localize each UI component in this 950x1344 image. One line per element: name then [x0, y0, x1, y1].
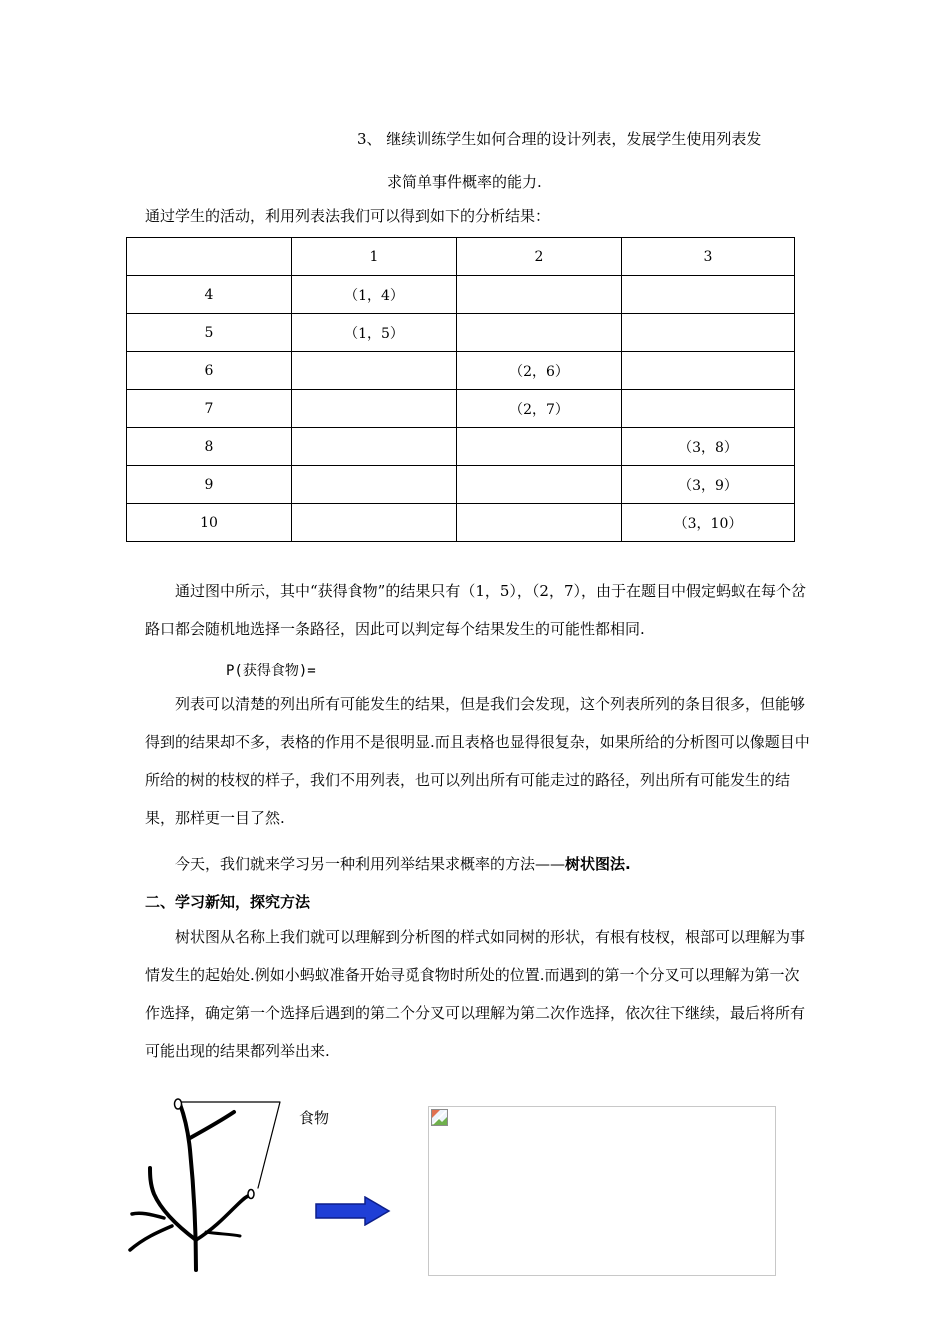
image-placeholder [428, 1106, 776, 1276]
table-cell [622, 314, 795, 352]
table-cell [292, 504, 457, 542]
ant-tree-drawing [120, 1090, 300, 1272]
table-header-cell: 1 [292, 238, 457, 276]
table-cell: （2，6） [457, 352, 622, 390]
table-row-label: 4 [127, 276, 292, 314]
table-cell [292, 390, 457, 428]
paragraph-tree-explanation: 树状图从名称上我们就可以理解到分析图的样式如同树的形状，有根有枝杈，根部可以理解为事情发生的起始处.例如小蚂蚁准备开始寻觅食物时所处的位置.而遇到的第一个分叉可以理解为第一次作选择，确定第一个选择后遇到的第二个分叉可以理解为第二次作选择，依次往下继续，最后将所有可能出现的结果都列举出来. [145, 928, 806, 1060]
table-row [127, 352, 795, 390]
table-row [127, 390, 795, 428]
table-row [127, 466, 795, 504]
table-row [127, 314, 795, 352]
table-cell [622, 276, 795, 314]
table-cell [457, 314, 622, 352]
table-cell [622, 352, 795, 390]
paragraph-table-drawback: 列表可以清楚的列出所有可能发生的结果，但是我们会发现，这个列表所列的条目很多，但能够得到的结果却不多，表格的作用不是很明显.而且表格也显得很复杂，如果所给的分析图可以像题目中所给的树的枝杈的样子，我们不用列表，也可以列出所有可能走过的路径，列出所有可能发生的结果，那样更一目了然. [145, 695, 810, 827]
table-row-label: 7 [127, 390, 292, 428]
table-cell [292, 352, 457, 390]
goal-item-3-line-1: 3、 继续训练学生如何合理的设计列表，发展学生使用列表发 [357, 130, 762, 148]
table-row-label: 10 [127, 504, 292, 542]
table-row-label: 9 [127, 466, 292, 504]
table-cell: （1，5） [292, 314, 457, 352]
table-cell [292, 466, 457, 504]
tree-method-term: 树状图法. [565, 855, 631, 873]
right-arrow-icon [315, 1196, 391, 1226]
table-cell: （3，8） [622, 428, 795, 466]
table-header-cell: 3 [622, 238, 795, 276]
analysis-table [126, 237, 795, 542]
table-cell [457, 466, 622, 504]
paragraph-result: 通过图中所示，其中“获得食物”的结果只有（1，5），（2，7），由于在题目中假定蚂蚁在每个岔路口都会随机地选择一条路径，因此可以判定每个结果发生的可能性都相同. [145, 582, 807, 638]
table-cell [457, 276, 622, 314]
table-row-label: 8 [127, 428, 292, 466]
table-row-label: 5 [127, 314, 292, 352]
table-cell [457, 428, 622, 466]
table-cell [292, 428, 457, 466]
table-cell: （1，4） [292, 276, 457, 314]
tree-method-text: 今天，我们就来学习另一种利用列举结果求概率的方法—— [175, 855, 566, 873]
table-cell: （3，10） [622, 504, 795, 542]
table-header-cell [127, 238, 292, 276]
food-label: 食物 [299, 1109, 330, 1127]
broken-image-icon [431, 1109, 448, 1126]
table-header-cell: 2 [457, 238, 622, 276]
table-row-label: 6 [127, 352, 292, 390]
probability-formula: P(获得食物)= [226, 663, 316, 679]
paragraph-tree-method [145, 845, 810, 883]
table-row [127, 276, 795, 314]
table-cell [622, 390, 795, 428]
section-heading: 二、学习新知，探究方法 [145, 893, 311, 911]
table-row [127, 428, 795, 466]
table-intro: 通过学生的活动，利用列表法我们可以得到如下的分析结果： [145, 207, 551, 225]
table-row [127, 504, 795, 542]
table-cell: （3，9） [622, 466, 795, 504]
table-cell: （2，7） [457, 390, 622, 428]
goal-item-3-line-2: 求简单事件概率的能力. [387, 173, 542, 191]
table-cell [457, 504, 622, 542]
table-header-row [127, 238, 795, 276]
